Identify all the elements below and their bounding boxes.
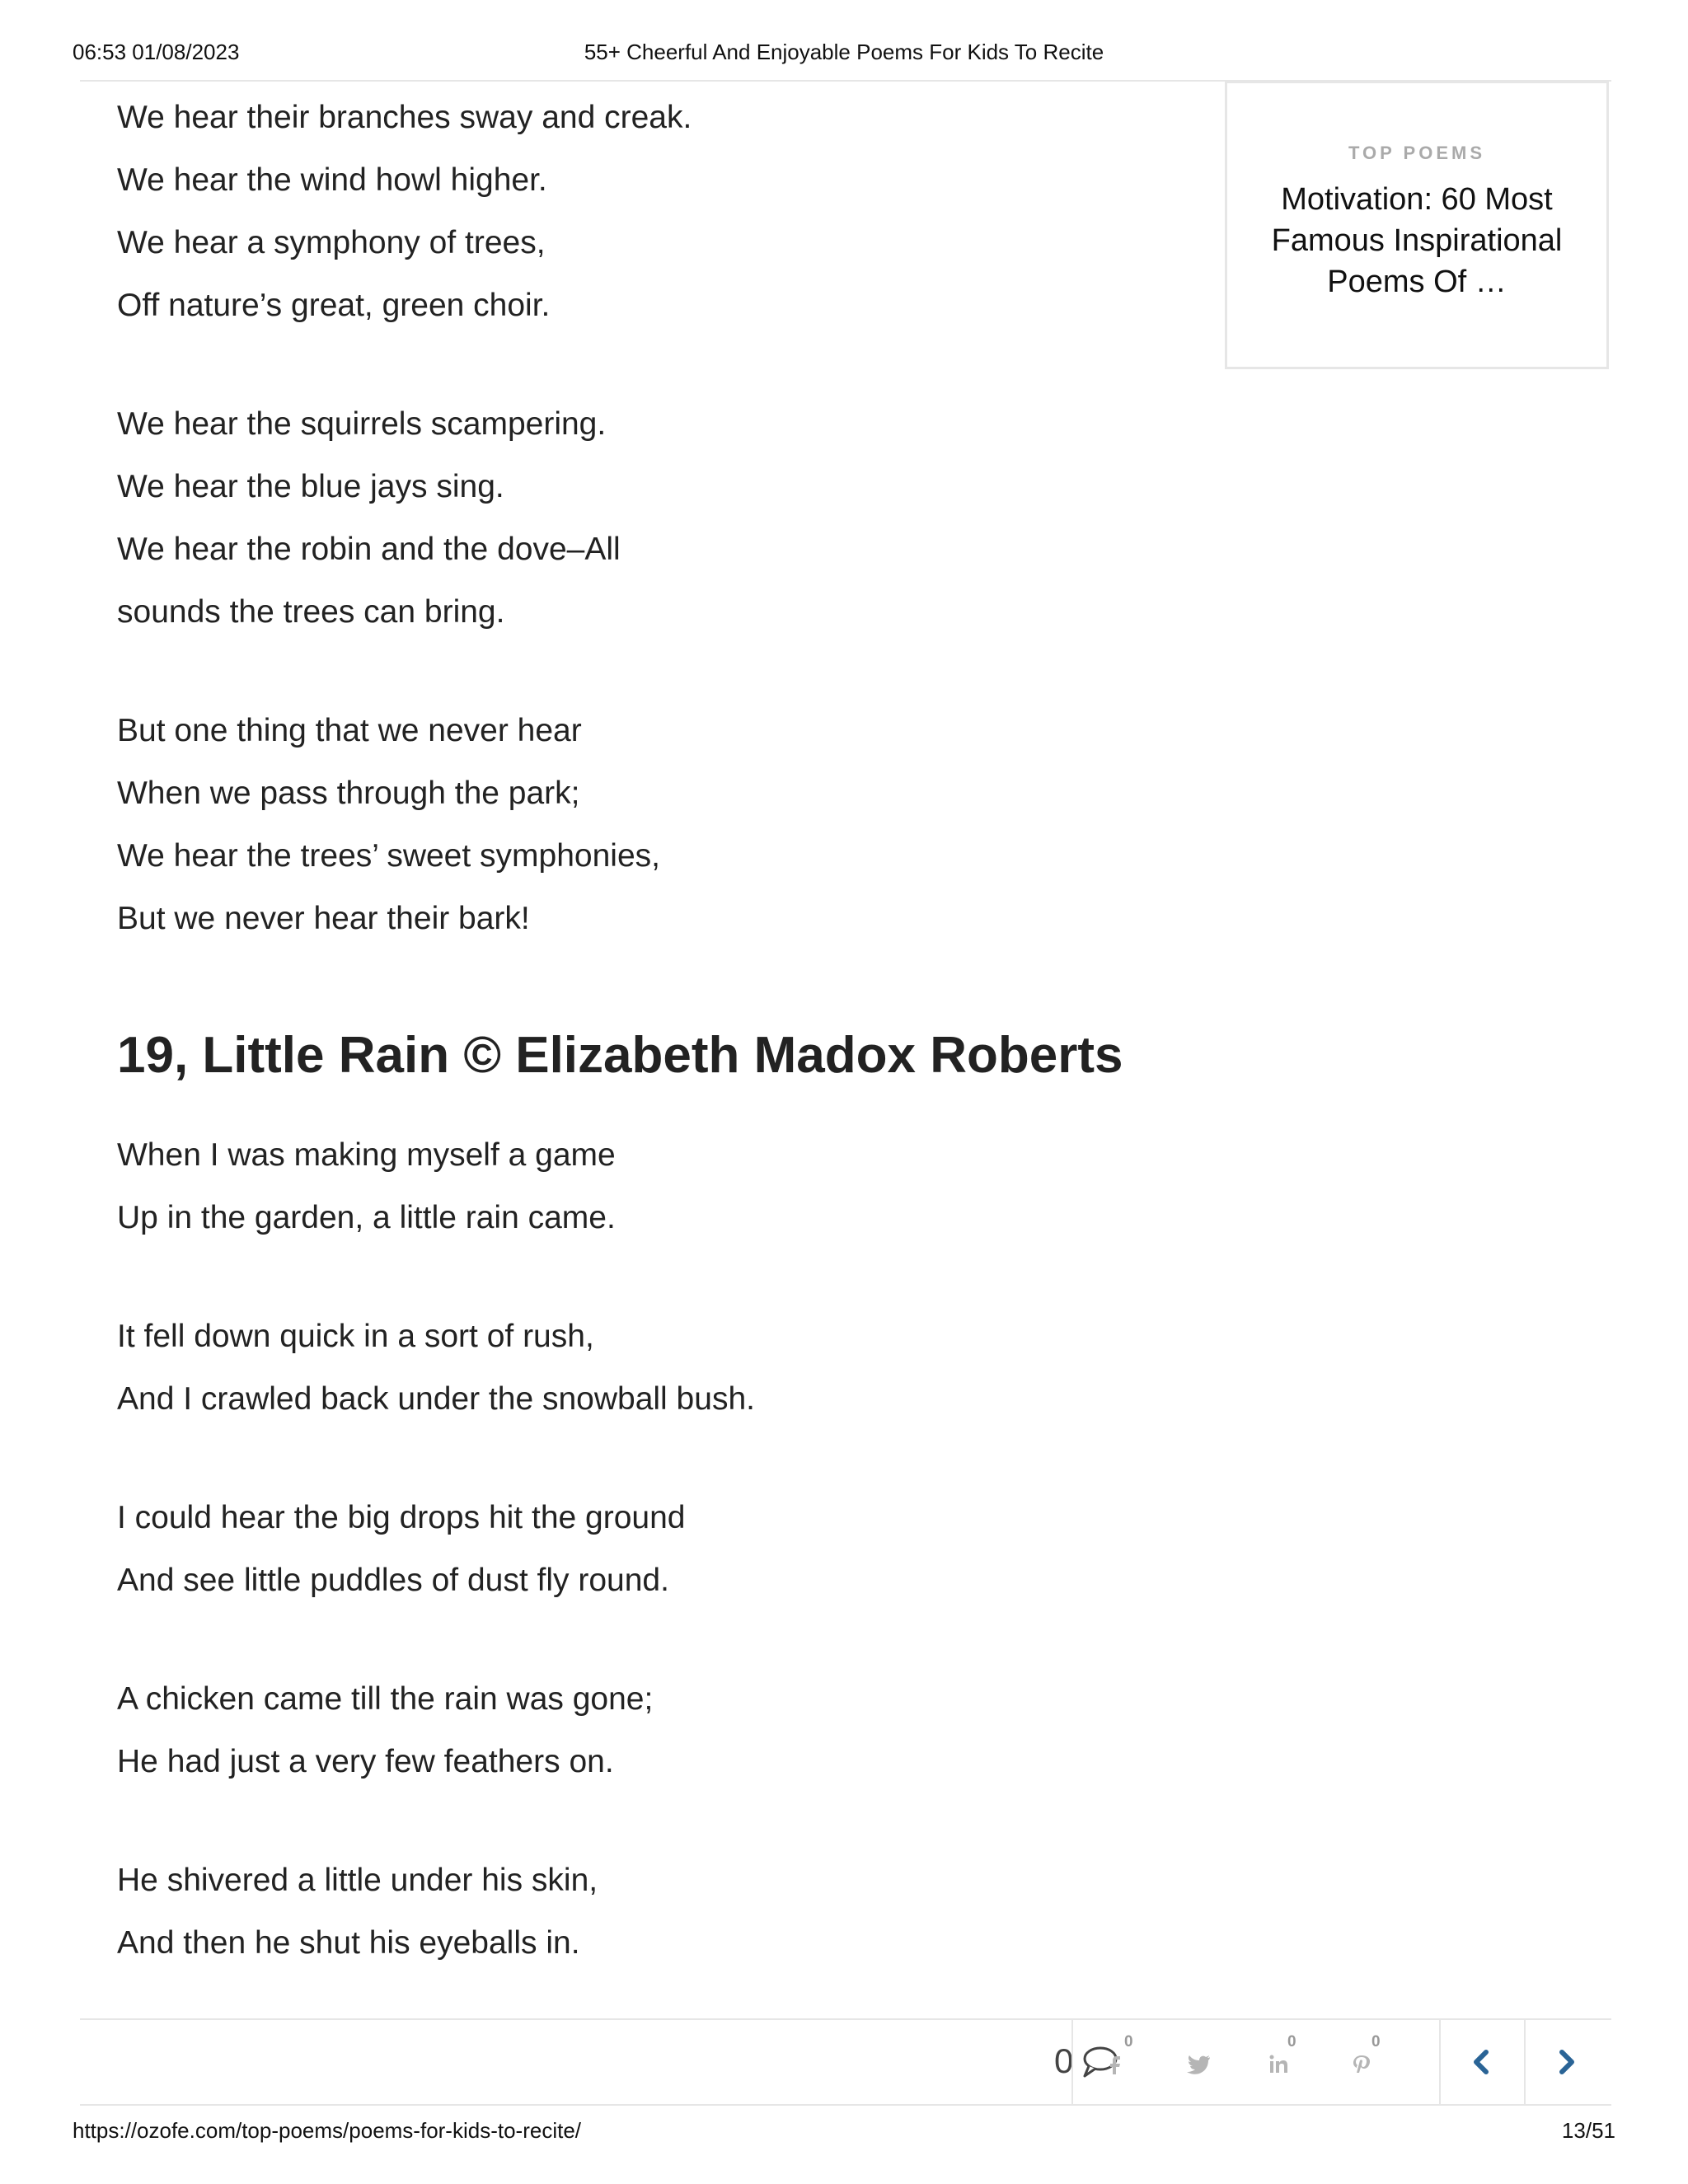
poem-line: But we never hear their bark! (117, 901, 530, 936)
print-page-title: 55+ Cheerful And Enjoyable Poems For Kids To Recite (584, 40, 1104, 64)
previous-page-button[interactable] (1438, 2020, 1526, 2104)
poem-line: We hear their branches sway and creak. (117, 100, 692, 135)
stanza (117, 1487, 1172, 1612)
share-pinterest-button[interactable] (1320, 2020, 1403, 2104)
share-twitter-button[interactable] (1156, 2020, 1238, 2104)
chevron-left-icon (1471, 2049, 1491, 2075)
share-facebook-button[interactable] (1073, 2020, 1156, 2104)
poem-line: And see little puddles of dust fly round. (117, 1563, 669, 1598)
poem-line: Up in the garden, a little rain came. (117, 1200, 616, 1235)
poem-line: When I was making myself a game (117, 1137, 616, 1173)
stanza (117, 1668, 1172, 1793)
share-bar (80, 2018, 1611, 2106)
poem-line: He shivered a little under his skin, (117, 1863, 598, 1898)
poem-line: Off nature’s great, green choir. (117, 288, 551, 323)
poem-line: We hear a symphony of trees, (117, 225, 546, 260)
comment-count: 0 (1054, 2041, 1074, 2080)
share-buttons (1071, 2020, 1441, 2104)
stanza (117, 1849, 1172, 1975)
section-heading: 19, Little Rain © Elizabeth Madox Roberts (117, 1027, 1123, 1084)
share-linkedin-button[interactable] (1238, 2020, 1320, 2104)
poem-continued (117, 87, 1172, 1006)
poem-line: And then he shut his eyeballs in. (117, 1925, 580, 1961)
stanza (117, 700, 1172, 950)
twitter-icon (1185, 2053, 1212, 2076)
linkedin-icon (1268, 2053, 1291, 2076)
pinterest-icon (1350, 2053, 1373, 2076)
poem-line: When we pass through the park; (117, 776, 580, 811)
stanza (117, 87, 1172, 337)
stanza (117, 393, 1172, 644)
share-count: 0 (1372, 2033, 1381, 2050)
poem-line: But one thing that we never hear (117, 713, 582, 748)
poem-line: A chicken came till the rain was gone; (117, 1681, 654, 1717)
poem-line: And I crawled back under the snowball bush. (117, 1381, 755, 1417)
chevron-right-icon (1557, 2049, 1577, 2075)
poem-line: We hear the blue jays sing. (117, 469, 504, 504)
top-poem-link[interactable]: Motivation: 60 Most Famous Inspirational Poems Of … (1271, 182, 1563, 299)
stanza (117, 1305, 1172, 1431)
share-count: 0 (1124, 2033, 1133, 2050)
poem-line: He had just a very few feathers on. (117, 1744, 614, 1779)
poem-line: We hear the robin and the dove–All (117, 532, 621, 567)
poem-line: We hear the squirrels scampering. (117, 406, 607, 442)
next-page-button[interactable] (1524, 2020, 1610, 2104)
share-count: 0 (1287, 2033, 1296, 2050)
poem-line: I could hear the big drops hit the ground (117, 1500, 686, 1535)
poem-line: It fell down quick in a sort of rush, (117, 1319, 594, 1354)
print-datetime: 06:53 01/08/2023 (73, 40, 240, 64)
facebook-icon (1103, 2053, 1126, 2076)
poem-little-rain (117, 1124, 1172, 2031)
widget-label: TOP POEMS (1348, 143, 1485, 163)
page-url: https://ozofe.com/top-poems/poems-for-kids-to-recite/ (73, 2118, 582, 2143)
poem-line: sounds the trees can bring. (117, 594, 505, 630)
top-poems-widget (1225, 81, 1609, 369)
stanza (117, 1124, 1172, 1249)
print-footer (73, 2118, 1615, 2146)
print-header (73, 40, 1615, 68)
poem-line: We hear the wind howl higher. (117, 162, 547, 198)
page-number: 13/51 (1561, 2118, 1615, 2143)
poem-line: We hear the trees’ sweet symphonies, (117, 838, 660, 874)
